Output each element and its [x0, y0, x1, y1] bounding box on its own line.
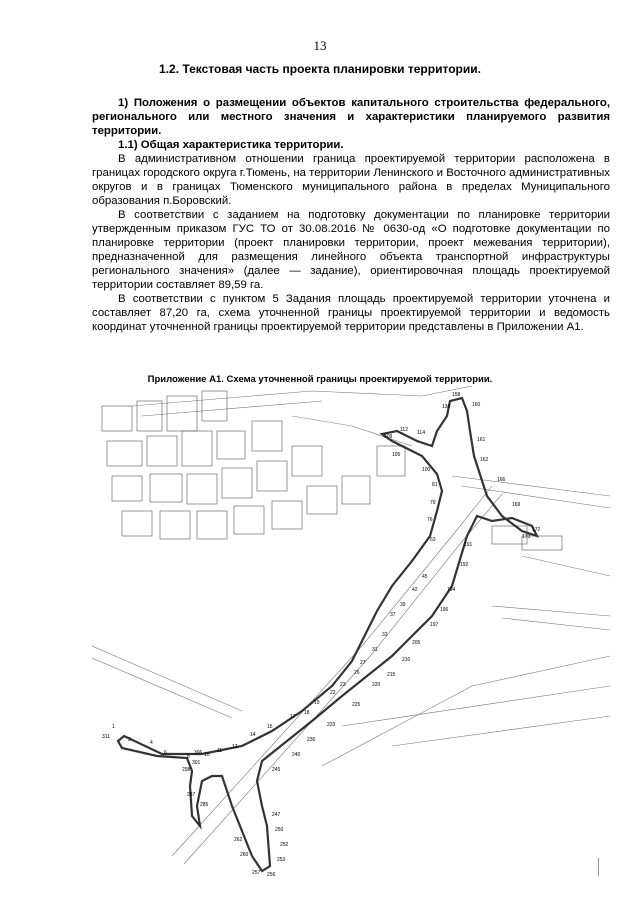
- svg-text:191: 191: [464, 542, 473, 548]
- svg-text:194: 194: [447, 587, 456, 593]
- svg-text:172: 172: [532, 527, 541, 533]
- svg-text:23: 23: [340, 682, 346, 688]
- svg-text:37: 37: [390, 612, 396, 618]
- svg-text:162: 162: [480, 457, 489, 463]
- svg-text:31: 31: [372, 647, 378, 653]
- svg-text:233: 233: [327, 722, 336, 728]
- section-title: 1.2. Текстовая часть проекта планировки территории.: [159, 62, 481, 76]
- svg-text:169: 169: [512, 502, 521, 508]
- project-boundary: [118, 398, 537, 871]
- building-blocks: [102, 391, 562, 550]
- text-body: [92, 96, 610, 334]
- paragraph-2: В соответствии с заданием на подготовку документации по планировке территории утвержденным приказом ГУС ТО от 30.08.2016 № 0630-од «О подготовке документации по планировке территории (проект планировки территории, проект межевания территории), предназначенной для размещения линейного объекта транспортной инфраструктуры регионального значения» (далее — задание), ориентировочная площадь проектируемой территории составляет 89,59 га.: [92, 209, 610, 291]
- svg-text:33: 33: [382, 632, 388, 638]
- svg-text:236: 236: [307, 737, 316, 743]
- svg-text:100: 100: [422, 467, 431, 473]
- svg-text:220: 220: [372, 682, 381, 688]
- svg-text:253: 253: [277, 857, 286, 863]
- svg-text:161: 161: [477, 437, 486, 443]
- svg-text:6: 6: [164, 750, 167, 756]
- svg-text:298: 298: [182, 767, 191, 773]
- edge-mark: [598, 858, 599, 876]
- svg-text:114: 114: [417, 430, 425, 436]
- svg-text:10: 10: [204, 752, 210, 758]
- svg-text:205: 205: [412, 640, 421, 646]
- svg-text:15: 15: [267, 724, 273, 730]
- subheading: 1.1) Общая характеристика территории.: [118, 139, 344, 151]
- svg-text:306: 306: [194, 750, 203, 756]
- svg-text:79: 79: [430, 500, 436, 506]
- svg-text:287: 287: [187, 792, 196, 798]
- svg-text:22: 22: [330, 690, 336, 696]
- svg-text:192: 192: [460, 562, 469, 568]
- svg-text:252: 252: [280, 842, 289, 848]
- svg-text:105: 105: [392, 452, 401, 458]
- svg-text:63: 63: [430, 537, 436, 543]
- svg-text:160: 160: [472, 402, 481, 408]
- svg-text:17: 17: [290, 714, 296, 720]
- svg-text:136: 136: [442, 404, 451, 410]
- svg-text:196: 196: [440, 607, 449, 613]
- svg-text:245: 245: [272, 767, 281, 773]
- svg-text:256: 256: [267, 872, 276, 878]
- svg-text:109: 109: [384, 434, 393, 440]
- svg-text:173: 173: [522, 534, 531, 540]
- map-background: [92, 386, 610, 864]
- svg-text:257: 257: [252, 870, 261, 876]
- svg-text:210: 210: [402, 657, 411, 663]
- svg-text:240: 240: [292, 752, 301, 758]
- svg-text:39: 39: [400, 602, 406, 608]
- paragraph-1: В административном отношении граница проектируемой территории расположена в границах городского округа г.Тюмень, на территории Ленинского и Восточного административных округов и в границах Тюменского муниципального района в пределах Муниципального образования п.Боровский.: [92, 153, 610, 207]
- svg-text:262: 262: [234, 837, 243, 843]
- page-number: 13: [313, 38, 327, 53]
- svg-text:18: 18: [304, 710, 310, 716]
- svg-text:285: 285: [200, 802, 209, 808]
- svg-text:158: 158: [452, 392, 461, 398]
- svg-text:27: 27: [360, 660, 366, 666]
- svg-text:112: 112: [400, 427, 408, 433]
- svg-text:12: 12: [232, 744, 238, 750]
- svg-text:45: 45: [422, 574, 428, 580]
- svg-text:225: 225: [352, 702, 361, 708]
- svg-text:19: 19: [314, 700, 320, 706]
- svg-text:1: 1: [112, 724, 115, 730]
- point-labels: [102, 392, 541, 878]
- svg-text:311: 311: [102, 734, 110, 740]
- heading: 1) Положения о размещении объектов капитального строительства федерального, регионального или местного значения и характеристики планируемого развития территории.: [92, 97, 610, 137]
- svg-text:8: 8: [187, 754, 190, 760]
- svg-text:250: 250: [275, 827, 284, 833]
- svg-text:4: 4: [150, 740, 153, 746]
- svg-text:301: 301: [192, 760, 201, 766]
- svg-text:11: 11: [217, 748, 223, 754]
- svg-text:3: 3: [128, 737, 131, 743]
- svg-text:166: 166: [497, 477, 506, 483]
- svg-text:247: 247: [272, 812, 281, 818]
- svg-text:14: 14: [250, 732, 256, 738]
- svg-text:197: 197: [430, 622, 439, 628]
- boundary-map: [92, 386, 610, 886]
- svg-text:42: 42: [412, 587, 418, 593]
- svg-text:76: 76: [427, 517, 433, 523]
- figure-caption: Приложение А1. Схема уточненной границы проектируемой территории.: [147, 374, 493, 385]
- paragraph-3: В соответствии с пунктом 5 Задания площадь проектируемой территории уточнена и составляет 87,20 га, схема уточненной границы проектируемой территории и ведомость координат уточненной границы проектируемой территории представлены в Приложении А1.: [92, 293, 610, 333]
- svg-text:215: 215: [387, 672, 396, 678]
- svg-text:26: 26: [354, 670, 360, 676]
- svg-text:260: 260: [240, 852, 249, 858]
- svg-text:81: 81: [432, 482, 438, 488]
